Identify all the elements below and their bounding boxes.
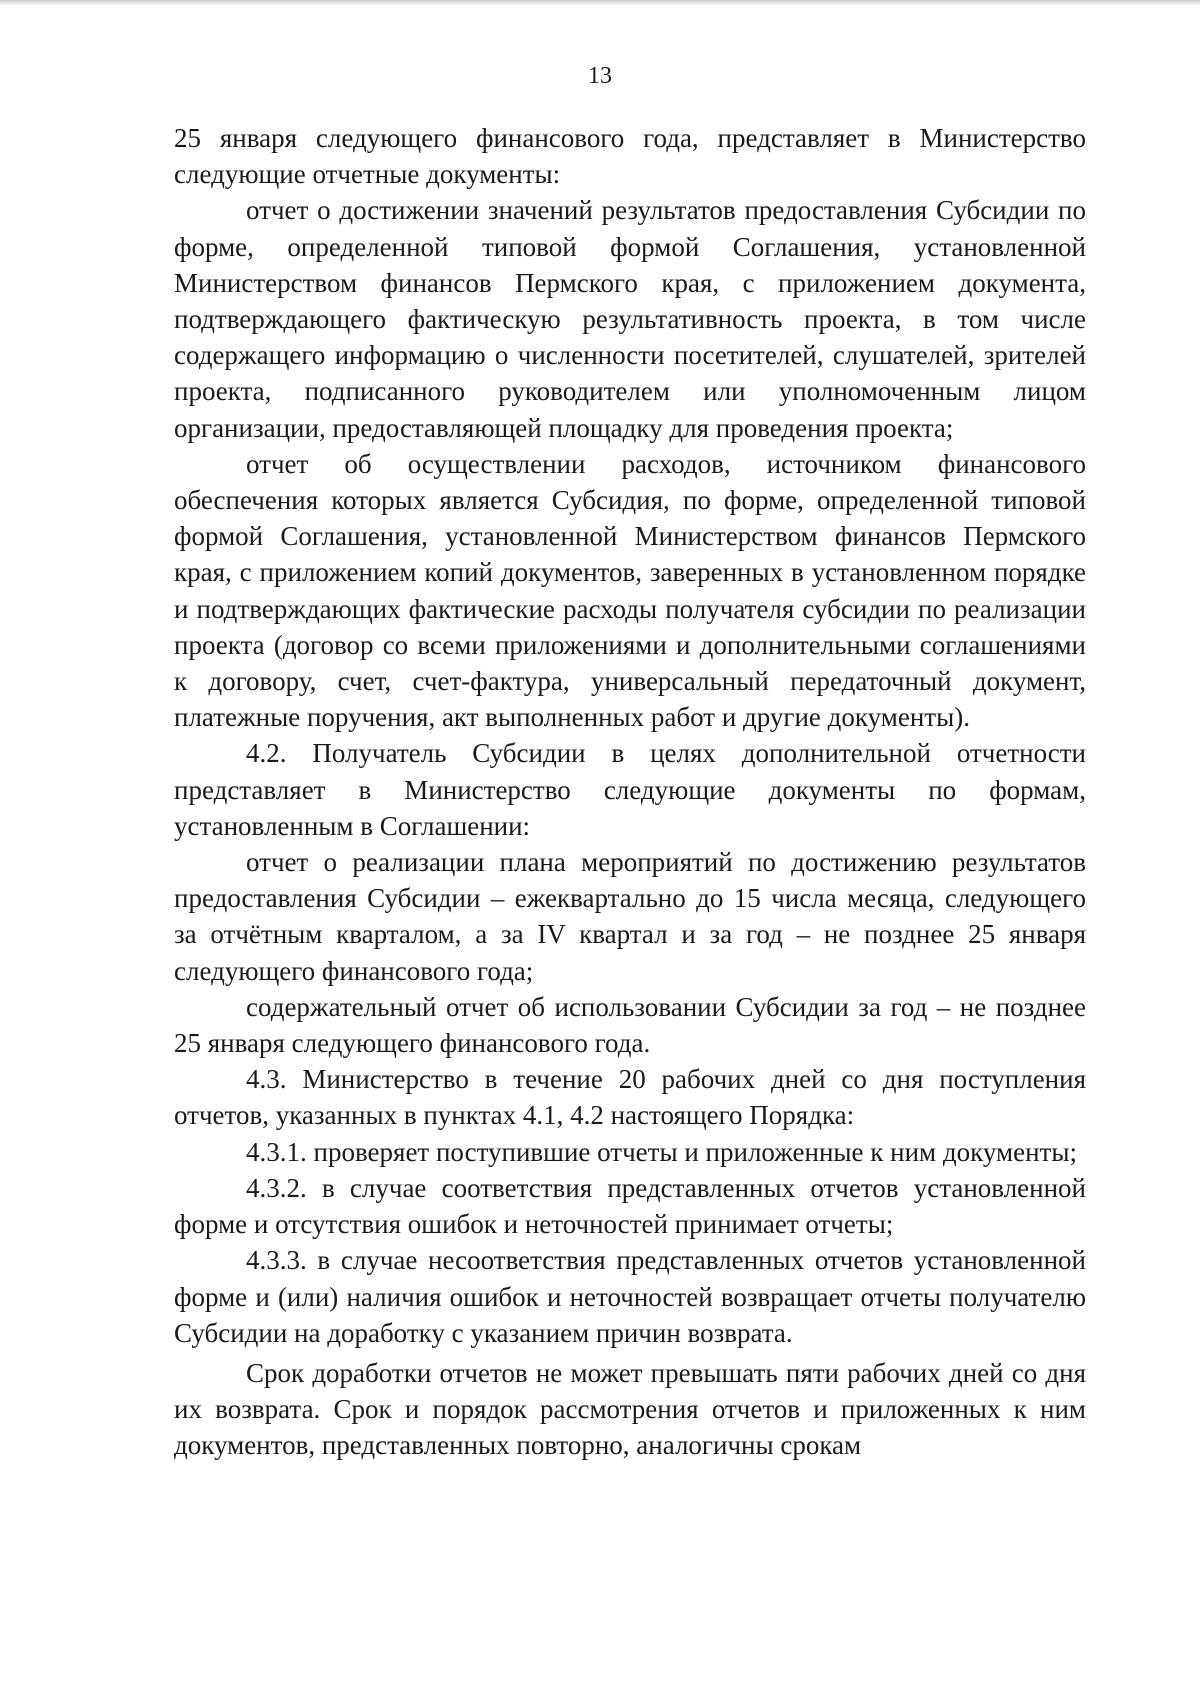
paragraph-clause-4-2: 4.2. Получатель Субсидии в целях дополнительной отчетности представляет в Министерство следующие документы по формам, установленным в Соглашении:: [174, 738, 1086, 841]
paragraph-clause-4-3-3: 4.3.3. в случае несоответствия представленных отчетов установленной форме и (или) наличия ошибок и неточностей возвращает отчеты получателю Субсидии на доработку с указанием причин возврата.: [174, 1245, 1086, 1348]
paragraph-content-report: содержательный отчет об использовании Субсидии за год – не позднее 25 января следующего финансового года.: [174, 991, 1086, 1059]
paragraph-results-report: отчет о достижении значений результатов предоставления Субсидии по форме, определенной типовой формой Соглашения, установленной Министерством финансов Пермского края, с приложением документа, подтверждающего фактическую результативность проекта, в том числе содержащего информацию о численности посетителей, слушателей, зрителей проекта, подписанного руководителем или уполномоченным лицом организации, предоставляющей площадку для проведения проекта;: [174, 195, 1086, 443]
paragraph-clause-4-3-1: 4.3.1. проверяет поступившие отчеты и приложенные к ним документы;: [246, 1136, 1077, 1167]
paragraph-expenses-report: отчет об осуществлении расходов, источником финансового обеспечения которых является Субсидия, по форме, определенной типовой формой Соглашения, установленной Министерством финансов Пермского края, с приложением копий документов, заверенных в установленном порядке и подтверждающих фактические расходы получателя субсидии по реализации проекта (договор со всеми приложениями и дополнительными соглашениями к договору, счет, счет-фактура, универсальный передаточный документ, платежные поручения, акт выполненных работ и другие документы).: [174, 448, 1086, 733]
document-body: [174, 120, 1086, 1464]
paragraph-revision-term: Срок доработки отчетов не может превышать пяти рабочих дней со дня их возврата. Срок и порядок рассмотрения отчетов и приложенных к ним документов, представленных повторно, аналогичны срокам: [174, 1357, 1086, 1461]
paragraph-clause-4-3-2: 4.3.2. в случае соответствия представленных отчетов установленной форме и отсутствия ошибок и неточностей принимает отчеты;: [174, 1172, 1086, 1240]
paragraph-clause-4-3: 4.3. Министерство в течение 20 рабочих дней со дня поступления отчетов, указанных в пунктах 4.1, 4.2 настоящего Порядка:: [174, 1064, 1086, 1131]
scan-edge-shadow: [0, 0, 1200, 6]
paragraph-plan-report: отчет о реализации плана мероприятий по достижению результатов предоставления Субсидии – ежеквартально до 15 числа месяца, следующего за отчётным кварталом, а за IV квартал и за год – не позднее 25 января следующего финансового года;: [174, 847, 1086, 986]
page-number: 13: [588, 63, 612, 89]
paragraph-continuation: 25 января следующего финансового года, представляет в Министерство следующие отчетные документы:: [174, 123, 1086, 190]
